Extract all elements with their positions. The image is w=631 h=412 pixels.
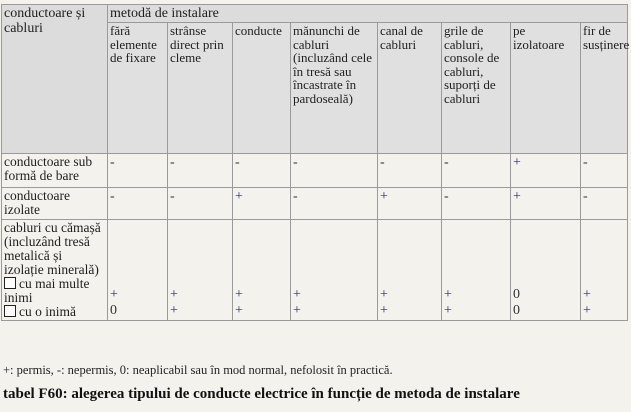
- table-cell: [291, 188, 378, 220]
- table-cell: [168, 188, 233, 220]
- method-cable-trunking: canal de cabluri: [378, 23, 442, 154]
- table-cell: [581, 188, 628, 220]
- cell-value: -: [235, 155, 240, 170]
- cell-value: +: [513, 155, 521, 170]
- table-cell: [233, 188, 291, 220]
- method-cable-ladders: grile de cabluri, console de cabluri, suporți de cabluri: [442, 23, 511, 154]
- cell-value: 0: [110, 303, 117, 318]
- method-support-wire: fir de susținere: [581, 23, 628, 154]
- cell-value: +: [583, 287, 591, 302]
- cell-value: +: [170, 303, 178, 318]
- table-cell: [168, 220, 233, 321]
- table-cell: [378, 220, 442, 321]
- header-installation-method: metodă de instalare: [108, 5, 628, 23]
- table-cell: [168, 154, 233, 188]
- legend-note: +: permis, -: nepermis, 0: neaplicabil sau în mod normal, nefolosit în practică.: [3, 363, 393, 377]
- sub-label-multicore-wrap: [4, 277, 105, 305]
- cell-value: -: [444, 189, 449, 204]
- table-cell: [442, 220, 511, 321]
- cell-value: -: [583, 155, 588, 170]
- method-clamped: strânse direct prin cleme: [168, 23, 233, 154]
- installation-table: [1, 4, 628, 321]
- cell-value: +: [444, 287, 452, 302]
- cell-value: -: [293, 155, 298, 170]
- cell-value: -: [110, 189, 115, 204]
- row-label-sheathed: [2, 220, 108, 321]
- row-label-busbar: conductoare sub formă de bare: [2, 154, 108, 188]
- cell-value: +: [110, 287, 118, 302]
- cell-value: +: [170, 287, 178, 302]
- cell-value: +: [235, 189, 243, 204]
- sub-label-singlecore: cu o inimă: [19, 304, 76, 319]
- checkbox-icon: [4, 305, 16, 317]
- sub-label-singlecore-wrap: [4, 305, 105, 319]
- cell-value: +: [235, 287, 243, 302]
- table-cell: [233, 220, 291, 321]
- cell-value: 0: [513, 303, 520, 318]
- table-cell: [511, 220, 581, 321]
- cell-value: -: [583, 189, 588, 204]
- table-caption: tabel F60: alegerea tipului de conducte electrice în funcție de metoda de instalare: [3, 386, 520, 402]
- table-cell: [291, 220, 378, 321]
- method-conduits: conducte: [233, 23, 291, 154]
- cell-value: 0: [513, 287, 520, 302]
- table-cell: [378, 188, 442, 220]
- table-cell: [511, 188, 581, 220]
- cell-value: -: [380, 155, 385, 170]
- cell-value: -: [293, 189, 298, 204]
- cell-value: -: [110, 155, 115, 170]
- cell-value: +: [583, 303, 591, 318]
- cell-value: +: [293, 287, 301, 302]
- cell-value: +: [380, 303, 388, 318]
- cell-value: -: [170, 189, 175, 204]
- cell-value: +: [380, 189, 388, 204]
- table-cell: [442, 154, 511, 188]
- table-cell: [442, 188, 511, 220]
- cell-value: -: [170, 155, 175, 170]
- cell-value: +: [513, 189, 521, 204]
- header-conductors: conductoare și cabluri: [2, 5, 108, 154]
- table-cell: [108, 188, 168, 220]
- checkbox-icon: [4, 277, 16, 289]
- method-cable-bundle: mănunchi de cabluri (incluzând cele în tresă sau încastrate în pardoseală): [291, 23, 378, 154]
- cell-value: +: [444, 303, 452, 318]
- table-cell: [581, 220, 628, 321]
- table-cell: [378, 154, 442, 188]
- table-cell: [291, 154, 378, 188]
- table-cell: [511, 154, 581, 188]
- sheathed-cables-label: cabluri cu cămașă (incluzând tresă metalică și izolație minerală): [4, 220, 101, 277]
- method-no-fixing: fără elemente de fixare: [108, 23, 168, 154]
- table-cell: [233, 154, 291, 188]
- cell-value: -: [444, 155, 449, 170]
- sub-label-multicore: cu mai multe inimi: [4, 276, 90, 305]
- row-label-insulated: conductoare izolate: [2, 188, 108, 220]
- table-cell: [108, 154, 168, 188]
- cell-value: +: [235, 303, 243, 318]
- cell-value: +: [380, 287, 388, 302]
- method-on-insulators: pe izolatoare: [511, 23, 581, 154]
- cell-value: +: [293, 303, 301, 318]
- table-cell: [581, 154, 628, 188]
- table-cell: [108, 220, 168, 321]
